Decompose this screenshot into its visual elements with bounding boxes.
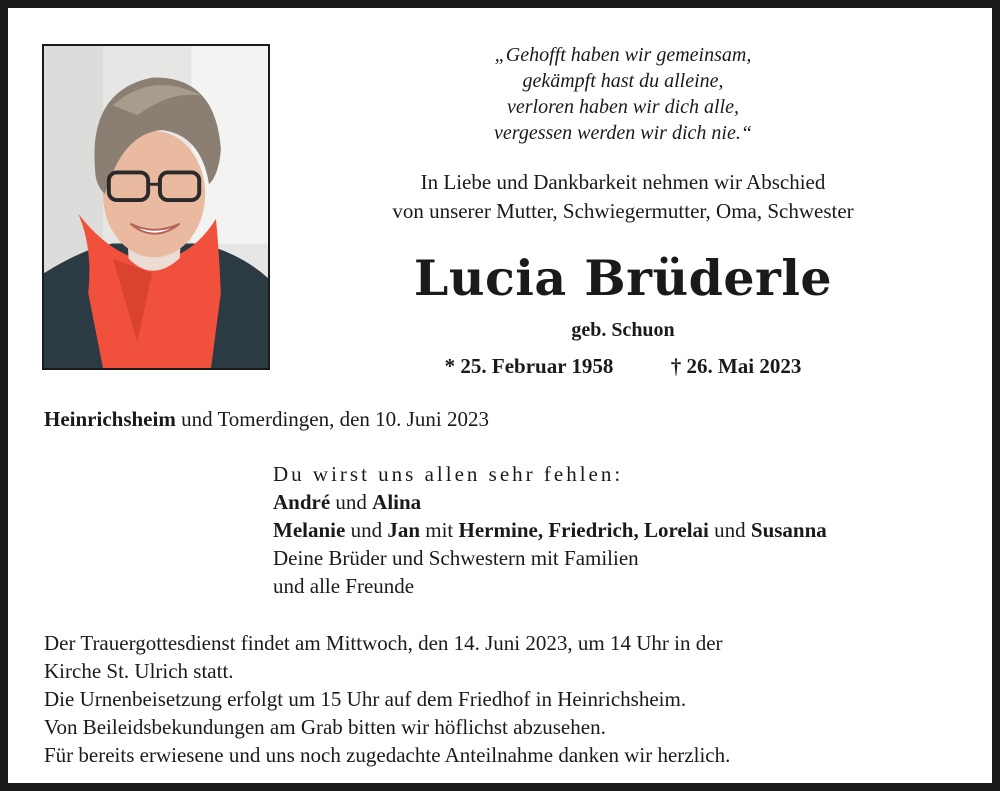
place-and-date <box>44 405 489 433</box>
quote-line: vergessen werden wir dich nie.“ <box>494 122 752 144</box>
intro-line: In Liebe und Dankbarkeit nehmen wir Abschied <box>420 170 826 194</box>
mourner-name: Susanna <box>750 518 827 542</box>
deceased-name: Lucia Brüderle <box>413 249 833 307</box>
mourner-name: Melanie <box>273 518 346 542</box>
death-date: † 26. Mai 2023 <box>670 354 802 378</box>
birth-date: * 25. Februar 1958 <box>444 354 614 378</box>
memorial-quote <box>298 42 948 146</box>
portrait-image <box>44 46 268 368</box>
info-line: Kirche St. Ulrich statt. <box>44 659 234 683</box>
info-line: Von Beileidsbekundungen am Grab bitten wir höflichst abzusehen. <box>44 715 606 739</box>
mourners-line: Deine Brüder und Schwestern mit Familien <box>273 546 639 570</box>
connector-text: und <box>330 490 373 514</box>
quote-line: „Gehofft haben wir gemeinsam, <box>494 44 752 66</box>
connector-text: mit <box>420 518 459 542</box>
info-line: Der Trauergottesdienst findet am Mittwoch, den 14. Juni 2023, um 14 Uhr in der <box>44 631 723 655</box>
service-information <box>44 629 974 769</box>
life-dates <box>298 353 948 379</box>
mourner-name: André <box>273 490 331 514</box>
mourner-name: Alina <box>372 490 422 514</box>
intro-line: von unserer Mutter, Schwiegermutter, Oma, Schwester <box>392 199 854 223</box>
place-date-text: und Tomerdingen, den 10. Juni 2023 <box>175 407 489 431</box>
mourner-name: Hermine, Friedrich, Lorelai <box>458 518 709 542</box>
quote-line: gekämpft hast du alleine, <box>522 70 724 92</box>
mourners-line <box>273 488 827 516</box>
maiden-name: geb. Schuon <box>571 319 675 341</box>
mourners-line <box>273 516 827 544</box>
quote-line: verloren haben wir dich alle, <box>507 96 739 118</box>
farewell-intro <box>298 168 948 226</box>
mourners-heading: Du wirst uns allen sehr fehlen: <box>273 462 624 486</box>
connector-text: und <box>345 518 388 542</box>
mourner-name: Jan <box>387 518 420 542</box>
connector-text: und <box>708 518 751 542</box>
info-line: Für bereits erwiesene und uns noch zugedachte Anteilnahme danken wir herzlich. <box>44 743 731 767</box>
info-line: Die Urnenbeisetzung erfolgt um 15 Uhr auf dem Friedhof in Heinrichsheim. <box>44 687 687 711</box>
portrait-photo <box>42 44 270 370</box>
mourners-line: und alle Freunde <box>273 574 415 598</box>
place-name: Heinrichsheim <box>44 407 176 431</box>
mourners-list <box>273 460 827 600</box>
